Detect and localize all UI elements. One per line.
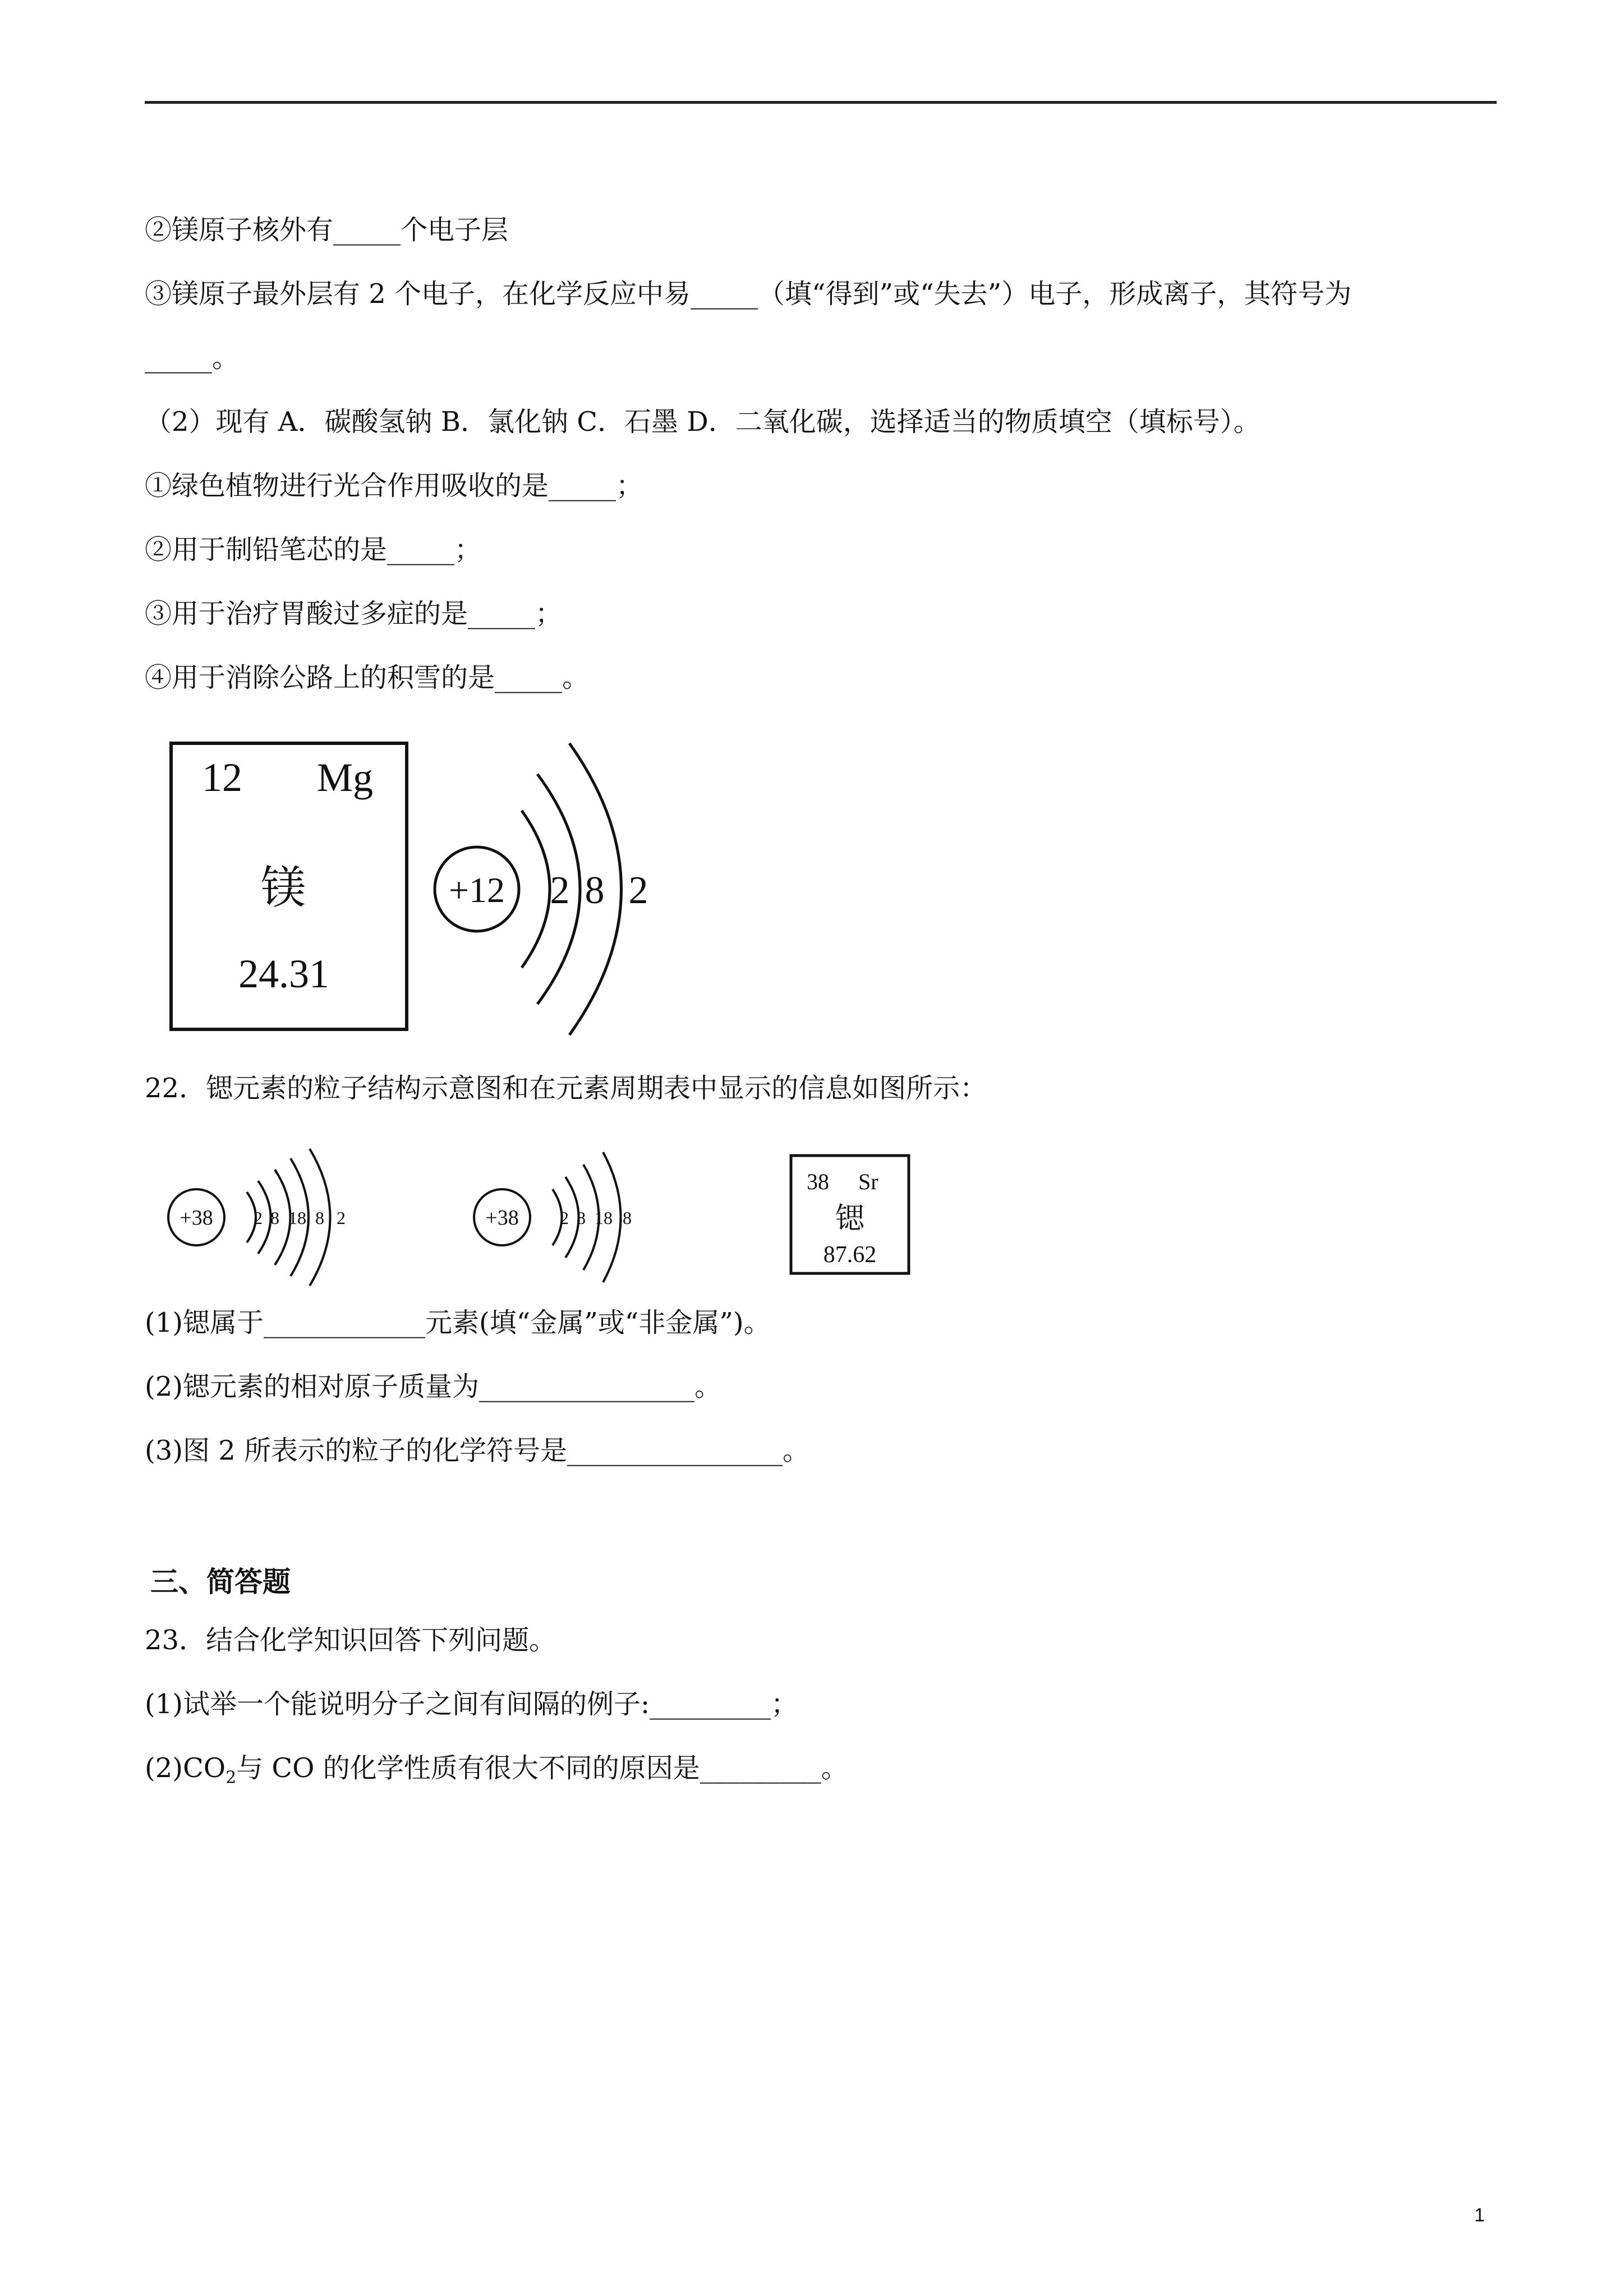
question-23-part-1: (1)试举一个能说明分子之间有间隔的例子:_________； bbox=[145, 1688, 798, 1720]
sr-atom-diagram bbox=[163, 1144, 365, 1290]
q23-2-subscript: 2 bbox=[226, 1768, 237, 1788]
sr-element-card bbox=[785, 1150, 914, 1279]
question-22: 22．锶元素的粒子结构示意图和在元素周期表中显示的信息如图所示： bbox=[145, 1073, 987, 1104]
text-line-5: ①绿色植物进行光合作用吸收的是_____； bbox=[145, 470, 643, 501]
sr-atom-nucleus: +38 bbox=[180, 1206, 213, 1230]
sr-ion-shell: 8 bbox=[623, 1208, 632, 1228]
mg-symbol: Mg bbox=[317, 755, 374, 800]
sr-number: 38 bbox=[807, 1169, 829, 1194]
mg-mass: 24.31 bbox=[238, 951, 329, 996]
mg-shell-arc-1 bbox=[522, 811, 550, 968]
sr-ion-shell: 8 bbox=[577, 1208, 586, 1228]
sr-atom-shell: 8 bbox=[270, 1208, 279, 1228]
question-22-part-3: (3)图 2 所表示的粒子的化学符号是________________。 bbox=[145, 1435, 810, 1466]
question-23: 23．结合化学知识回答下列问题。 bbox=[145, 1625, 556, 1656]
q23-2-suffix: 与 CO 的化学性质有很大不同的原因是_________。 bbox=[236, 1752, 848, 1784]
mg-shell-count: 2 bbox=[628, 869, 648, 912]
sr-atom-shell: 18 bbox=[288, 1208, 306, 1228]
question-22-part-1: (1)锶属于____________元素(填“金属”或“非金属”)。 bbox=[145, 1307, 771, 1338]
mg-nucleus: +12 bbox=[448, 870, 505, 910]
text-line-8: ④用于消除公路上的积雪的是_____。 bbox=[145, 662, 590, 693]
mg-shell-count: 2 bbox=[550, 869, 570, 912]
section-heading: 三、简答题 bbox=[150, 1566, 291, 1598]
sr-mass: 87.62 bbox=[823, 1242, 877, 1268]
sr-atom-shell: 2 bbox=[337, 1208, 346, 1228]
sr-name: 锶 bbox=[835, 1202, 865, 1236]
text-line-1: ②镁原子核外有_____个电子层 bbox=[145, 214, 509, 246]
question-22-part-2: (2)锶元素的相对原子质量为________________。 bbox=[145, 1371, 721, 1402]
text-line-4: （2）现有 A．碳酸氢钠 B．氯化钠 C．石墨 D．二氧化碳，选择适当的物质填空（填标号）。 bbox=[145, 406, 1260, 438]
mg-shell-count: 8 bbox=[585, 869, 605, 912]
mg-number: 12 bbox=[202, 755, 242, 800]
sr-atom-shell: 8 bbox=[315, 1208, 324, 1228]
question-23-part-2 bbox=[145, 1751, 848, 1795]
sr-ion-shell: 2 bbox=[560, 1208, 569, 1228]
sr-ion-nucleus: +38 bbox=[485, 1206, 519, 1230]
sr-ion-shell: 18 bbox=[595, 1208, 613, 1228]
mg-name: 镁 bbox=[261, 862, 306, 914]
page-number: 1 bbox=[1474, 2205, 1485, 2226]
text-line-6: ②用于制铅笔芯的是_____； bbox=[145, 534, 482, 565]
sr-symbol: Sr bbox=[858, 1169, 878, 1194]
header-rule bbox=[145, 101, 1497, 104]
sr-ion-diagram bbox=[466, 1144, 645, 1290]
text-line-7: ③用于治疗胃酸过多症的是_____； bbox=[145, 598, 563, 629]
text-line-2: ③镁原子最外层有 2 个电子，在化学反应中易_____（填“得到”或“失去”）电子，形成离子，其符号为 bbox=[145, 278, 1352, 310]
text-line-3: _____。 bbox=[145, 342, 240, 374]
q23-2-prefix: (2)CO bbox=[145, 1752, 226, 1784]
sr-atom-shell: 2 bbox=[254, 1208, 263, 1228]
mg-figure bbox=[163, 729, 668, 1043]
